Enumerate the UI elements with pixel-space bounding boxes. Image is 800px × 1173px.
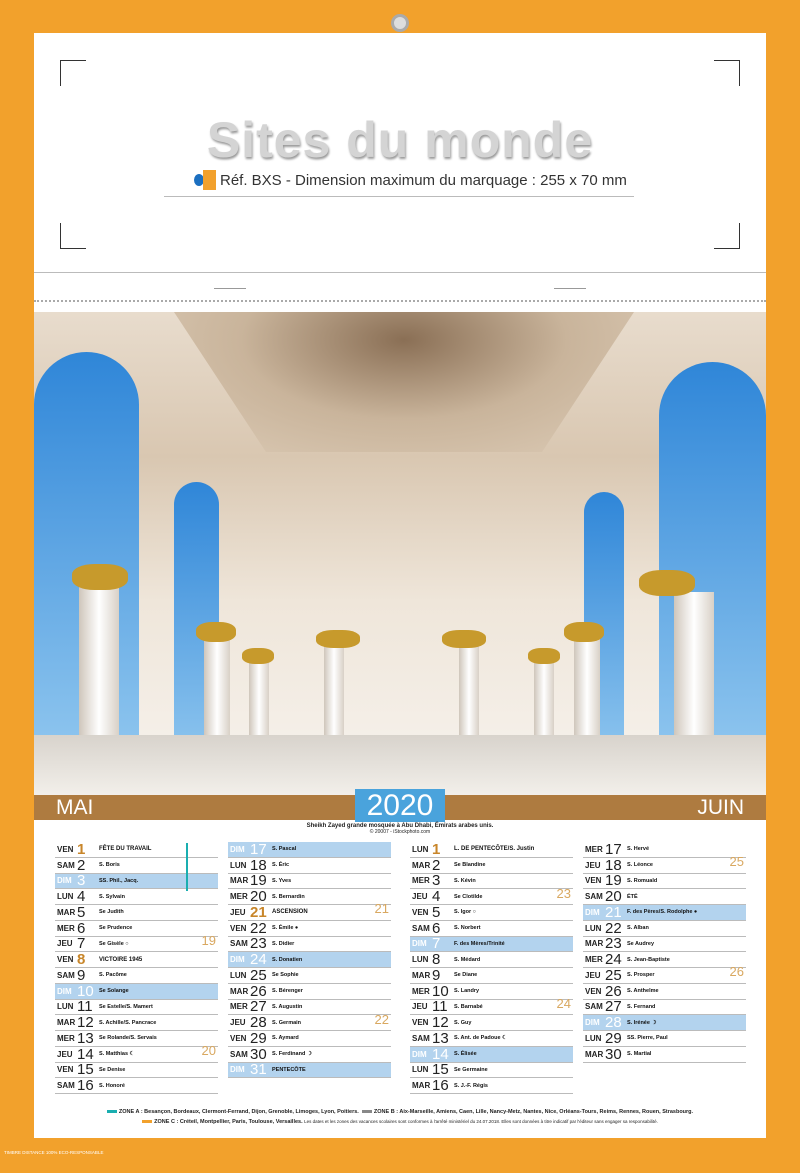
caption-text: Sheikh Zayed grande mosquée à Abu Dhabi, Émirats arabes unis. xyxy=(306,823,494,829)
weekday: SAM xyxy=(412,923,430,933)
saint-name: S. Irénée ☽ xyxy=(627,1019,657,1026)
saint-name: S. J.-F. Régis xyxy=(454,1082,488,1089)
day-number: 7 xyxy=(77,935,86,953)
divider xyxy=(554,288,586,289)
day-row xyxy=(410,842,573,858)
calendar-column xyxy=(55,842,218,1094)
day-row xyxy=(228,937,391,953)
week-number: 21 xyxy=(374,901,389,917)
calendar-column xyxy=(228,842,391,1078)
weekday: DIM xyxy=(57,986,72,996)
day-row xyxy=(228,1031,391,1047)
day-number: 14 xyxy=(77,1045,94,1063)
day-row xyxy=(55,1031,218,1047)
day-row xyxy=(410,921,573,937)
day-row xyxy=(55,968,218,984)
day-number: 25 xyxy=(605,966,622,984)
day-number: 21 xyxy=(605,903,622,921)
day-number: 29 xyxy=(250,1029,267,1047)
divider xyxy=(34,272,766,273)
day-row xyxy=(55,1047,218,1063)
day-row xyxy=(228,842,391,858)
saint-name: ASCENSION xyxy=(272,909,308,916)
day-row xyxy=(410,937,573,953)
day-number: 20 xyxy=(605,888,622,906)
day-number: 21 xyxy=(250,903,267,921)
saint-name: S. Boris xyxy=(99,862,120,869)
day-number: 22 xyxy=(250,919,267,937)
saint-name: Se Sophie xyxy=(272,972,299,979)
day-row xyxy=(228,1015,391,1031)
year-badge: 2020 xyxy=(355,789,445,822)
saint-name: S. Barnabé xyxy=(454,1003,483,1010)
saint-name: S. Alban xyxy=(627,925,649,932)
month-left: MAI xyxy=(56,796,94,819)
day-number: 10 xyxy=(432,982,449,1000)
day-row xyxy=(583,968,746,984)
saint-name: S. Aymard xyxy=(272,1035,299,1042)
day-number: 4 xyxy=(432,888,441,906)
saint-name: Se Gisèle ○ xyxy=(99,940,129,947)
day-number: 17 xyxy=(250,840,267,858)
butterfly-logo-icon xyxy=(194,170,216,190)
day-number: 11 xyxy=(77,998,93,1016)
weekday: SAM xyxy=(230,1049,248,1059)
weekday: VEN xyxy=(412,1018,429,1028)
saint-name: FÊTE DU TRAVAIL xyxy=(99,846,152,853)
calendar-page xyxy=(34,33,766,1138)
saint-name: Se Diane xyxy=(454,972,478,979)
day-number: 14 xyxy=(432,1045,449,1063)
weekday: VEN xyxy=(57,955,74,965)
crop-mark xyxy=(60,223,86,249)
day-row xyxy=(55,874,218,890)
reference-text: Réf. BXS - Dimension maximum du marquage : 255 x 70 mm xyxy=(220,171,627,189)
day-number: 30 xyxy=(605,1045,622,1063)
day-row xyxy=(410,1000,573,1016)
weekday: MAR xyxy=(412,860,431,870)
weekday: MER xyxy=(412,986,430,996)
day-row xyxy=(583,889,746,905)
weekday: MAR xyxy=(412,1081,431,1091)
day-row xyxy=(410,1063,573,1079)
day-row xyxy=(55,1063,218,1079)
saint-name: S. Landry xyxy=(454,988,480,995)
day-number: 28 xyxy=(605,1014,622,1032)
saint-name: S. Éric xyxy=(272,862,290,869)
day-row xyxy=(410,968,573,984)
weekday: LUN xyxy=(57,1002,74,1012)
weekday: DIM xyxy=(230,955,245,965)
weekday: VEN xyxy=(585,876,602,886)
weekday: VEN xyxy=(585,986,602,996)
saint-name: S. Ant. de Padoue ☾ xyxy=(454,1035,508,1042)
week-number: 20 xyxy=(201,1043,216,1059)
saint-name: S. Pacôme xyxy=(99,972,127,979)
weekday: VEN xyxy=(230,923,247,933)
day-number: 20 xyxy=(250,888,267,906)
day-row xyxy=(583,937,746,953)
day-number: 3 xyxy=(432,872,441,890)
day-row xyxy=(228,905,391,921)
day-row xyxy=(228,968,391,984)
weekday: MER xyxy=(412,876,430,886)
day-row xyxy=(55,937,218,953)
weekday: LUN xyxy=(412,844,429,854)
weekday: SAM xyxy=(230,939,248,949)
weekday: MER xyxy=(57,923,75,933)
day-number: 5 xyxy=(77,903,86,921)
saint-name: PENTECÔTE xyxy=(272,1066,306,1073)
day-number: 13 xyxy=(432,1029,449,1047)
day-row xyxy=(55,952,218,968)
weekday: SAM xyxy=(412,1033,430,1043)
crop-mark xyxy=(714,60,740,86)
weekday: VEN xyxy=(412,907,429,917)
saint-name: S. Guy xyxy=(454,1019,472,1026)
day-row xyxy=(583,1000,746,1016)
saint-name: S. Germain xyxy=(272,1019,302,1026)
saint-name: S. Bérenger xyxy=(272,988,303,995)
saint-name: Se Judith xyxy=(99,909,124,916)
saint-name: Se Prudence xyxy=(99,925,133,932)
day-row xyxy=(410,874,573,890)
day-number: 3 xyxy=(77,872,86,890)
weekday: DIM xyxy=(412,1049,427,1059)
day-number: 29 xyxy=(605,1029,622,1047)
day-row xyxy=(583,952,746,968)
weekday: VEN xyxy=(230,1033,247,1043)
day-number: 1 xyxy=(432,840,441,858)
day-number: 25 xyxy=(250,966,267,984)
weekday: LUN xyxy=(412,1065,429,1075)
weekday: LUN xyxy=(230,860,247,870)
day-row xyxy=(228,874,391,890)
week-number: 25 xyxy=(729,854,744,870)
week-number: 23 xyxy=(556,885,571,901)
day-row xyxy=(410,1047,573,1063)
crop-mark xyxy=(714,223,740,249)
day-row xyxy=(410,889,573,905)
day-row xyxy=(228,1047,391,1063)
day-row xyxy=(55,842,218,858)
day-row xyxy=(583,921,746,937)
day-row xyxy=(583,874,746,890)
day-row xyxy=(583,984,746,1000)
saint-name: S. Matthias ☾ xyxy=(99,1051,135,1058)
weekday: DIM xyxy=(412,939,427,949)
day-number: 2 xyxy=(77,856,86,874)
day-number: 19 xyxy=(250,872,267,890)
weekday: LUN xyxy=(412,955,429,965)
day-number: 23 xyxy=(250,935,267,953)
day-row xyxy=(410,905,573,921)
saint-name: S. Fernand xyxy=(627,1003,656,1010)
week-number: 19 xyxy=(201,932,216,948)
saint-name: S. Médard xyxy=(454,956,481,963)
saint-name: Se Estelle/S. Mamert xyxy=(99,1003,153,1010)
calendar-column xyxy=(583,842,746,1063)
weekday: MAR xyxy=(585,939,604,949)
day-row xyxy=(55,1078,218,1094)
weekday: MAR xyxy=(412,970,431,980)
saint-name: S. Yves xyxy=(272,877,292,884)
weekday: JEU xyxy=(412,892,428,902)
day-number: 26 xyxy=(250,982,267,1000)
saint-name: S. Anthelme xyxy=(627,988,659,995)
saint-name: S. Norbert xyxy=(454,925,481,932)
day-number: 17 xyxy=(605,840,622,858)
day-row xyxy=(55,921,218,937)
day-number: 2 xyxy=(432,856,441,874)
day-row xyxy=(228,1000,391,1016)
saint-name: S. Augustin xyxy=(272,1003,303,1010)
weekday: VEN xyxy=(57,844,74,854)
saint-name: S. Léonce xyxy=(627,862,653,869)
weekday: MAR xyxy=(585,1049,604,1059)
saint-name: S. Sylvain xyxy=(99,893,125,900)
weekday: JEU xyxy=(585,970,601,980)
saint-name: S. Bernardin xyxy=(272,893,305,900)
saint-name: S. Hervé xyxy=(627,846,650,853)
day-number: 7 xyxy=(432,935,441,953)
weekday: JEU xyxy=(57,1049,73,1059)
weekday: MAR xyxy=(230,876,249,886)
day-row xyxy=(583,1031,746,1047)
week-number: 22 xyxy=(374,1011,389,1027)
weekday: SAM xyxy=(57,860,75,870)
weekday: JEU xyxy=(412,1002,428,1012)
saint-name: VICTOIRE 1945 xyxy=(99,956,143,963)
zone-a-holiday-bar xyxy=(186,843,188,891)
weekday: MAR xyxy=(57,907,76,917)
weekday: DIM xyxy=(230,844,245,854)
day-row xyxy=(583,905,746,921)
day-number: 26 xyxy=(605,982,622,1000)
crop-mark xyxy=(60,60,86,86)
day-number: 24 xyxy=(605,951,622,969)
day-number: 28 xyxy=(250,1014,267,1032)
saint-name: L. DE PENTECÔTE/S. Justin xyxy=(454,846,535,853)
weekday: DIM xyxy=(585,1018,600,1028)
saint-name: Se Audrey xyxy=(627,940,655,947)
weekday: JEU xyxy=(230,1018,246,1028)
day-row xyxy=(583,1047,746,1063)
saint-name: S. Didier xyxy=(272,940,295,947)
saint-name: Se Solange xyxy=(99,988,129,995)
hanging-hole xyxy=(391,14,409,32)
weekday: SAM xyxy=(585,892,603,902)
saint-name: Se Denise xyxy=(99,1066,126,1073)
day-number: 23 xyxy=(605,935,622,953)
eco-footer: TIMBRE DISTANCE 100% ECO-RESPONSABLE xyxy=(4,1150,104,1155)
weekday: DIM xyxy=(57,876,72,886)
day-number: 30 xyxy=(250,1045,267,1063)
saint-name: S. Prosper xyxy=(627,972,655,979)
day-row xyxy=(410,1031,573,1047)
divider xyxy=(214,288,246,289)
saint-name: S. Martial xyxy=(627,1051,652,1058)
day-row xyxy=(228,858,391,874)
saint-name: S. Émile ● xyxy=(272,925,299,932)
day-row xyxy=(228,889,391,905)
week-number: 24 xyxy=(556,995,571,1011)
weekday: SAM xyxy=(57,970,75,980)
reference-line xyxy=(164,170,634,197)
weekday: MAR xyxy=(57,1018,76,1028)
day-number: 27 xyxy=(605,998,622,1016)
saint-name: S. Kévin xyxy=(454,877,476,884)
weekday: MER xyxy=(57,1033,75,1043)
saint-name: F. des Pères/S. Rodolphe ● xyxy=(627,909,698,916)
day-row xyxy=(55,889,218,905)
day-row xyxy=(55,1000,218,1016)
day-number: 6 xyxy=(432,919,441,937)
saint-name: S. Honoré xyxy=(99,1082,125,1089)
saint-name: Se Rolande/S. Servais xyxy=(99,1035,157,1042)
weekday: JEU xyxy=(230,907,246,917)
weekday: MER xyxy=(585,844,603,854)
day-number: 15 xyxy=(432,1061,449,1079)
day-number: 22 xyxy=(605,919,622,937)
month-right: JUIN xyxy=(697,796,744,819)
calendar-column xyxy=(410,842,573,1094)
saint-name: Se Clotilde xyxy=(454,893,483,900)
zone-c: ZONE C : Créteil, Montpellier, Paris, Toulouse, Versailles. xyxy=(154,1119,303,1125)
day-number: 27 xyxy=(250,998,267,1016)
day-row xyxy=(228,984,391,1000)
day-row xyxy=(410,952,573,968)
weekday: MER xyxy=(230,892,248,902)
weekday: MAR xyxy=(230,986,249,996)
saint-name: S. Élisée xyxy=(454,1051,477,1058)
school-zones-legend xyxy=(34,1108,766,1127)
day-number: 18 xyxy=(605,856,622,874)
day-number: 31 xyxy=(250,1061,267,1079)
day-number: 1 xyxy=(77,840,86,858)
day-number: 11 xyxy=(432,998,448,1016)
weekday: SAM xyxy=(585,1002,603,1012)
day-number: 8 xyxy=(77,951,86,969)
day-number: 24 xyxy=(250,951,267,969)
day-number: 5 xyxy=(432,903,441,921)
weekday: LUN xyxy=(585,1033,602,1043)
day-row xyxy=(228,1063,391,1079)
saint-name: S. Igor ○ xyxy=(454,909,476,916)
day-row xyxy=(583,842,746,858)
weekday: LUN xyxy=(57,892,74,902)
day-number: 8 xyxy=(432,951,441,969)
saint-name: S. Donatien xyxy=(272,956,303,963)
day-row xyxy=(583,1015,746,1031)
saint-name: F. des Mères/Trinité xyxy=(454,940,505,947)
day-number: 12 xyxy=(432,1014,449,1032)
saint-name: Se Germaine xyxy=(454,1066,488,1073)
day-number: 18 xyxy=(250,856,267,874)
calendar-title: Sites du monde xyxy=(206,112,594,168)
day-number: 16 xyxy=(432,1077,449,1095)
weekday: JEU xyxy=(57,939,73,949)
day-number: 9 xyxy=(432,966,441,984)
day-number: 10 xyxy=(77,982,94,1000)
photo-caption xyxy=(34,823,766,835)
saint-name: SS. Phil., Jacq. xyxy=(99,877,139,884)
day-row xyxy=(55,1015,218,1031)
saint-name: SS. Pierre, Paul xyxy=(627,1035,668,1042)
day-row xyxy=(228,952,391,968)
saint-name: S. Pascal xyxy=(272,846,297,853)
day-row xyxy=(410,1078,573,1094)
day-row xyxy=(410,858,573,874)
day-number: 9 xyxy=(77,966,86,984)
saint-name: S. Jean-Baptiste xyxy=(627,956,670,963)
photo-credit: © 20007 - iStockphoto.com xyxy=(369,829,431,835)
saint-name: ÉTÉ xyxy=(627,893,638,900)
weekday: LUN xyxy=(230,970,247,980)
day-row xyxy=(410,984,573,1000)
zone-b: ZONE B : Aix-Marseille, Amiens, Caen, Lille, Nancy-Metz, Nantes, Nice, Orléans-Tours, Reims, Rennes, Rouen, Strasbourg. xyxy=(373,1109,694,1115)
weekday: DIM xyxy=(230,1065,245,1075)
day-row xyxy=(583,858,746,874)
perforation-line xyxy=(34,300,766,302)
weekday: LUN xyxy=(585,923,602,933)
saint-name: S. Achille/S. Pancrace xyxy=(99,1019,157,1026)
saint-name: Se Blandine xyxy=(454,862,486,869)
weekday: VEN xyxy=(57,1065,74,1075)
legend-note: Les dates et les zones des vacances scolaires sont conformes à l'arrêté ministériel du 24.07.2018. Elles sont données à titre indicatif par l'éditeur sans engager sa responsabilité. xyxy=(304,1119,658,1124)
weekday: JEU xyxy=(585,860,601,870)
day-number: 12 xyxy=(77,1014,94,1032)
day-number: 6 xyxy=(77,919,86,937)
day-number: 15 xyxy=(77,1061,94,1079)
day-row xyxy=(55,905,218,921)
day-number: 4 xyxy=(77,888,86,906)
day-row xyxy=(55,984,218,1000)
week-number: 26 xyxy=(729,964,744,980)
zone-a: ZONE A : Besançon, Bordeaux, Clermont-Ferrand, Dijon, Grenoble, Limoges, Lyon, Poitiers. xyxy=(118,1109,359,1115)
mosque-photo xyxy=(34,312,766,795)
day-row xyxy=(410,1015,573,1031)
day-row xyxy=(55,858,218,874)
saint-name: S. Romuald xyxy=(627,877,658,884)
weekday: MER xyxy=(585,955,603,965)
weekday: SAM xyxy=(57,1081,75,1091)
day-number: 19 xyxy=(605,872,622,890)
day-row xyxy=(228,921,391,937)
weekday: MER xyxy=(230,1002,248,1012)
day-number: 16 xyxy=(77,1077,94,1095)
saint-name: S. Ferdinand ☽ xyxy=(272,1051,312,1058)
day-number: 13 xyxy=(77,1029,94,1047)
weekday: DIM xyxy=(585,907,600,917)
